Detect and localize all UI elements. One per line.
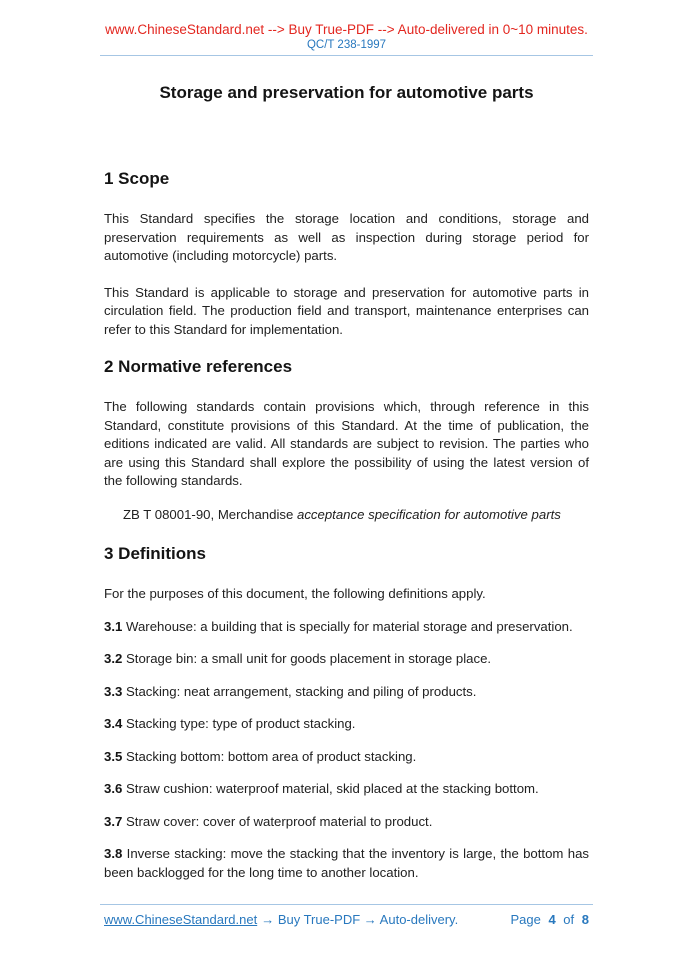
footer-row <box>104 912 589 928</box>
reference-entry <box>104 506 589 525</box>
definition-item <box>104 618 589 637</box>
footer-site-line <box>104 912 458 928</box>
page-current: 4 <box>548 912 556 927</box>
of-label: of <box>563 912 575 927</box>
scope-paragraph-1: This Standard specifies the storage location and conditions, storage and preservation requirements as well as inspection during storage period for automotive (including motorcycle) parts. <box>104 211 589 263</box>
document-body <box>0 168 693 882</box>
definition-number: 3.2 <box>104 651 123 666</box>
header-rule <box>100 55 593 56</box>
definition-text: Straw cushion: waterproof material, skid placed at the stacking bottom. <box>126 781 539 796</box>
section-heading-definitions: 3 Definitions <box>104 544 207 563</box>
definition-item <box>104 845 589 882</box>
definitions-intro: For the purposes of this document, the following definitions apply. <box>104 586 486 601</box>
definition-number: 3.7 <box>104 813 123 829</box>
definition-number: 3.3 <box>104 683 123 699</box>
definition-text: Straw cover: cover of waterproof material to product. <box>126 813 433 829</box>
reference-title-italic: acceptance specification for automotive parts <box>296 506 561 522</box>
definition-item <box>104 650 589 669</box>
definition-text: Stacking: neat arrangement, stacking and piling of products. <box>126 683 477 699</box>
page-indicator <box>510 912 589 928</box>
definition-text: Inverse stacking: move the stacking that the inventory is large, the bottom has been backlogged for the long time to another location. <box>104 846 589 880</box>
reference-code: ZB T 08001-90, Merchandise <box>123 506 297 522</box>
definition-item <box>104 748 589 767</box>
document-title: Storage and preservation for automotive parts <box>159 83 534 102</box>
document-header <box>0 21 693 56</box>
footer-tagline: → Buy True-PDF → Auto-delivery. <box>261 912 459 927</box>
definition-text: Stacking bottom: bottom area of product stacking. <box>126 748 417 764</box>
definition-text: Warehouse: a building that is specially for material storage and preservation. <box>126 618 573 634</box>
scope-paragraph-2: This Standard is applicable to storage and preservation for automotive parts in circulation field. The production field and transport, maintenance enterprises can refer to this Standard for implementation. <box>104 284 589 337</box>
page-footer <box>0 904 693 928</box>
definition-item <box>104 683 589 702</box>
definition-number: 3.1 <box>104 618 123 634</box>
page-total: 8 <box>581 912 589 927</box>
header-promo-text: www.ChineseStandard.net --> Buy True-PDF --> Auto-delivered in 0~10 minutes. <box>105 22 588 37</box>
definition-item <box>104 780 589 799</box>
definition-number: 3.4 <box>104 716 123 731</box>
footer-rule <box>100 904 593 905</box>
section-heading-scope: 1 Scope <box>104 169 170 188</box>
definition-number: 3.6 <box>104 781 123 796</box>
definition-number: 3.8 <box>104 846 123 861</box>
definition-text: Storage bin: a small unit for goods placement in storage place. <box>126 651 492 666</box>
definition-item <box>104 715 589 734</box>
page-label: Page <box>510 912 541 927</box>
definition-number: 3.5 <box>104 748 123 764</box>
normative-references-paragraph: The following standards contain provisions which, through reference in this Standard, constitute provisions of this Standard. At the time of publication, the editions indicated are valid. All standards are subject to revision. The parties who are using this Standard shall explore the possibility of using the latest version of the following standards. <box>104 399 589 488</box>
standard-code: QC/T 238-1997 <box>306 39 387 51</box>
footer-site-link[interactable]: www.ChineseStandard.net <box>104 912 258 927</box>
definition-item <box>104 813 589 832</box>
definition-text: Stacking type: type of product stacking. <box>126 716 356 731</box>
section-heading-normative-references: 2 Normative references <box>104 357 293 376</box>
